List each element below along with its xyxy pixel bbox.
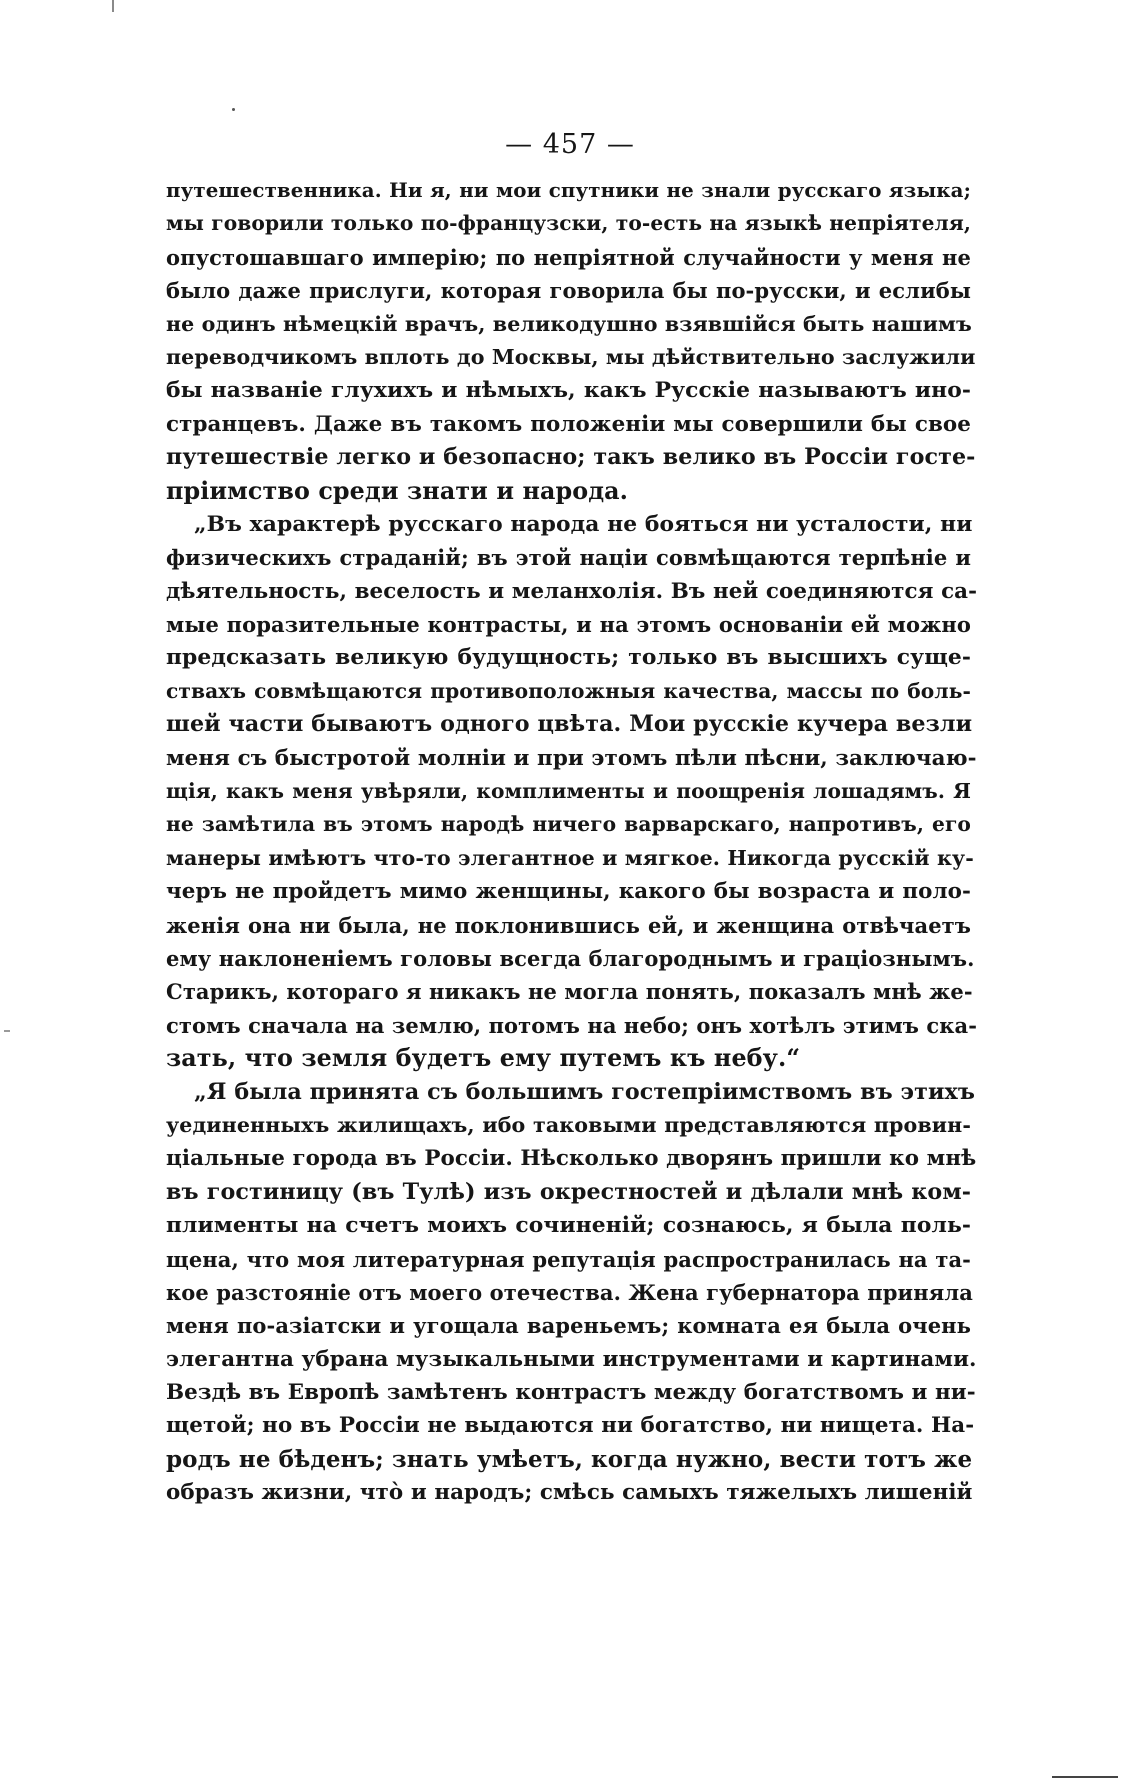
text-line: путешествіе легко и безопасно; такъ велико въ Россіи госте- (166, 444, 976, 471)
text-line: уединенныхъ жилищахъ, ибо таковыми представляются провин- (166, 1112, 971, 1137)
text-line: мы говорили только по-французски, то-есть на языкѣ непріятеля, (166, 211, 971, 236)
text-line: было даже прислуги, которая говорила бы по-русски, и еслибы (166, 278, 971, 304)
text-line: элегантна убрана музыкальными инструментами и картинами. (166, 1346, 977, 1372)
text-line: бы названіе глухихъ и нѣмыхъ, какъ Русскіе называютъ ино- (166, 378, 971, 404)
page-number: — 457 — (505, 129, 635, 160)
text-line: кое разстояніе отъ моего отечества. Жена губернатора приняла (166, 1279, 973, 1305)
text-line: образъ жизни, что̀ и народъ; смѣсь самыхъ тяжелыхъ лишеній (166, 1480, 973, 1506)
text-line: Старикъ, котораго я никакъ не могла понять, показалъ мнѣ же- (166, 979, 973, 1005)
scan-edge-mark (112, 0, 114, 12)
text-line: ціальные города въ Россіи. Нѣсколько дворянъ пришли ко мнѣ (166, 1146, 977, 1172)
text-line: меня съ быстротой молніи и при этомъ пѣли пѣсни, заключаю- (166, 745, 977, 771)
text-line: пріимство среди знати и народа. (166, 476, 629, 505)
text-line: женія она ни была, не поклонившись ей, и женщина отвѣчаетъ (166, 912, 971, 938)
text-line: меня по-азіатски и угощала вареньемъ; комната ея была очень (166, 1313, 971, 1339)
text-line: предсказать великую будущность; только въ высшихъ суще- (166, 645, 971, 671)
text-line: физическихъ страданій; въ этой націи совмѣщаются терпѣніе и (166, 545, 971, 571)
text-line: не замѣтила въ этомъ народѣ ничего варварскаго, напротивъ, его (166, 812, 971, 837)
text-line: странцевъ. Даже въ такомъ положеніи мы совершили бы свое (166, 411, 971, 437)
text-line: ствахъ совмѣщаются противоположныя качества, массы по боль- (166, 678, 971, 703)
text-line: Вездѣ въ Европѣ замѣтенъ контрастъ между богатствомъ и ни- (166, 1380, 976, 1406)
text-line: не одинъ нѣмецкій врачъ, великодушно взявшійся быть нашимъ (166, 311, 972, 336)
text-line: „Въ характерѣ русскаго народа не бояться ни усталости, ни (194, 511, 973, 537)
text-line: манеры имѣютъ что-то элегантное и мягкое. Никогда русскій ку- (166, 845, 974, 870)
text-line: щія, какъ меня увѣряли, комплименты и поощренія лошадямъ. Я (166, 779, 971, 804)
text-line: стомъ сначала на землю, потомъ на небо; онъ хотѣлъ этимъ ска- (166, 1012, 978, 1038)
scan-bottom-rule (1052, 1776, 1118, 1778)
text-line: „Я была принята съ большимъ гостепріимствомъ въ этихъ (194, 1078, 975, 1105)
text-line: путешественника. Ни я, ни мои спутники не знали русскаго языка; (166, 178, 971, 202)
text-line: зать, что земля будетъ ему путемъ къ небу.“ (166, 1044, 801, 1073)
text-line: родъ не бѣденъ; знать умѣетъ, когда нужно, вести тотъ же (166, 1445, 973, 1473)
text-line: дѣятельность, веселость и меланхолія. Въ ней соединяются са- (166, 578, 978, 604)
text-line: мые поразительные контрасты, и на этомъ основаніи ей можно (166, 612, 971, 638)
text-line: шей части бываютъ одного цвѣта. Мои русскіе кучера везли (166, 711, 973, 738)
scan-margin-mark (4, 1030, 10, 1032)
body-text (166, 174, 978, 1510)
text-line: плименты на счетъ моихъ сочиненій; сознаюсь, я была поль- (166, 1213, 971, 1239)
scan-speck (232, 108, 235, 111)
text-line: переводчикомъ вплоть до Москвы, мы дѣйствительно заслужили (166, 344, 976, 369)
text-line: щена, что моя литературная репутація распространилась на та- (166, 1246, 971, 1272)
text-line: щетой; но въ Россіи не выдаются ни богатство, ни нищета. На- (166, 1413, 975, 1439)
text-line: ему наклоненіемъ головы всегда благороднымъ и граціознымъ. (166, 945, 975, 971)
text-line: черъ не пройдетъ мимо женщины, какого бы возраста и поло- (166, 879, 971, 905)
text-line: опустошавшаго имперію; по непріятной случайности у меня не (166, 244, 971, 270)
text-line: въ гостиницу (въ Тулѣ) изъ окрестностей и дѣлали мнѣ ком- (166, 1178, 971, 1205)
